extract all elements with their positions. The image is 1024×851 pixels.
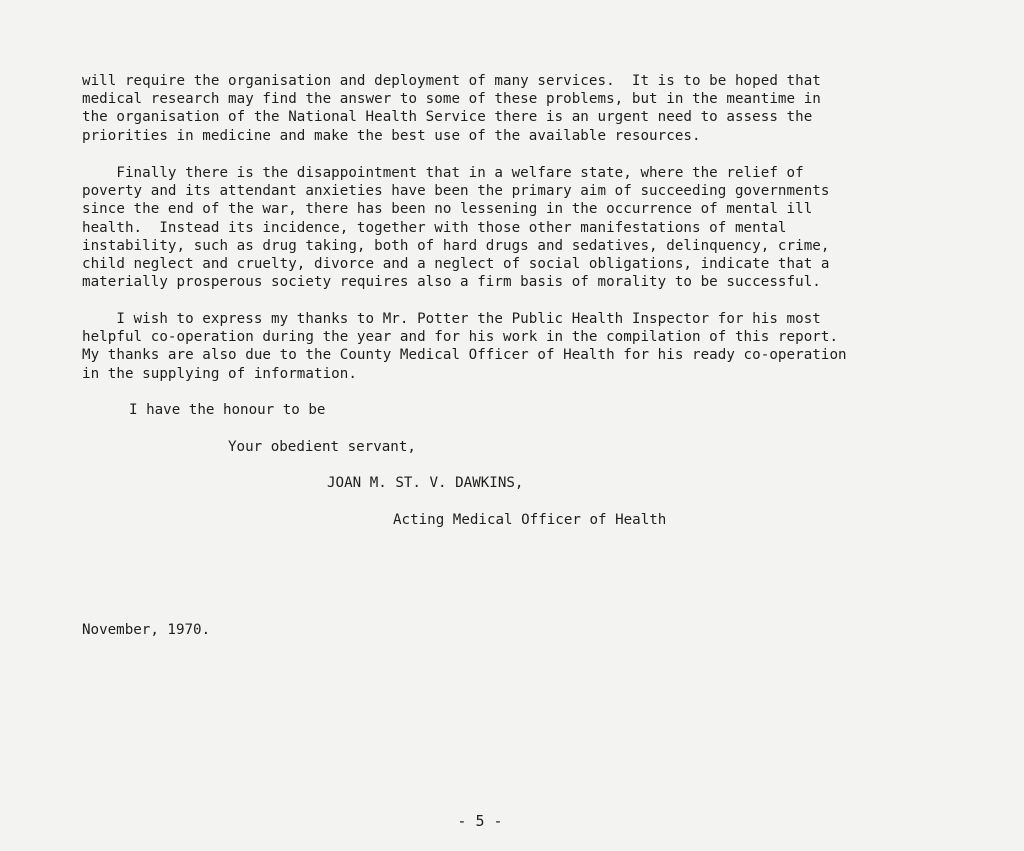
text-line: in the supplying of information. (82, 365, 357, 382)
text-line: My thanks are also due to the County Medical Officer of Health for his ready co-operation (82, 347, 847, 364)
signatory-title: Acting Medical Officer of Health (393, 512, 667, 528)
text-line: child neglect and cruelty, divorce and a neglect of social obligations, indicate that a (82, 256, 830, 273)
text-line: I wish to express my thanks to Mr. Potter the Public Health Inspector for his most (82, 311, 821, 327)
page-number: - 5 - (457, 812, 503, 830)
text-line: since the end of the war, there has been no lessening in the occurrence of mental ill (82, 201, 813, 218)
text-line: materially prosperous society requires also a firm basis of morality to be successful. (82, 274, 821, 291)
text-line: medical research may find the answer to some of these problems, but in the meantime in (82, 91, 821, 108)
signatory-name: JOAN M. ST. V. DAWKINS, (327, 475, 524, 491)
text-line: will require the organisation and deployment of many services. It is to be hoped that (82, 73, 821, 89)
text-line: the organisation of the National Health Service there is an urgent need to assess the (82, 109, 813, 126)
closing-servant: Your obedient servant, (228, 439, 416, 455)
text-line: helpful co-operation during the year and for his work in the compilation of this report. (82, 329, 839, 346)
text-line: Finally there is the disappointment that in a welfare state, where the relief of (82, 165, 804, 181)
paragraph-2 (82, 164, 829, 291)
paragraph-1 (82, 72, 821, 145)
paragraph-3 (82, 310, 847, 383)
report-date: November, 1970. (82, 622, 211, 638)
text-line: priorities in medicine and make the best use of the available resources. (82, 127, 701, 144)
text-line: health. Instead its incidence, together with those other manifestations of mental (82, 219, 787, 236)
text-line: instability, such as drug taking, both of hard drugs and sedatives, delinquency, crime, (82, 237, 830, 254)
text-line: poverty and its attendant anxieties have been the primary aim of succeeding governments (82, 183, 830, 200)
closing-honour: I have the honour to be (129, 402, 326, 418)
